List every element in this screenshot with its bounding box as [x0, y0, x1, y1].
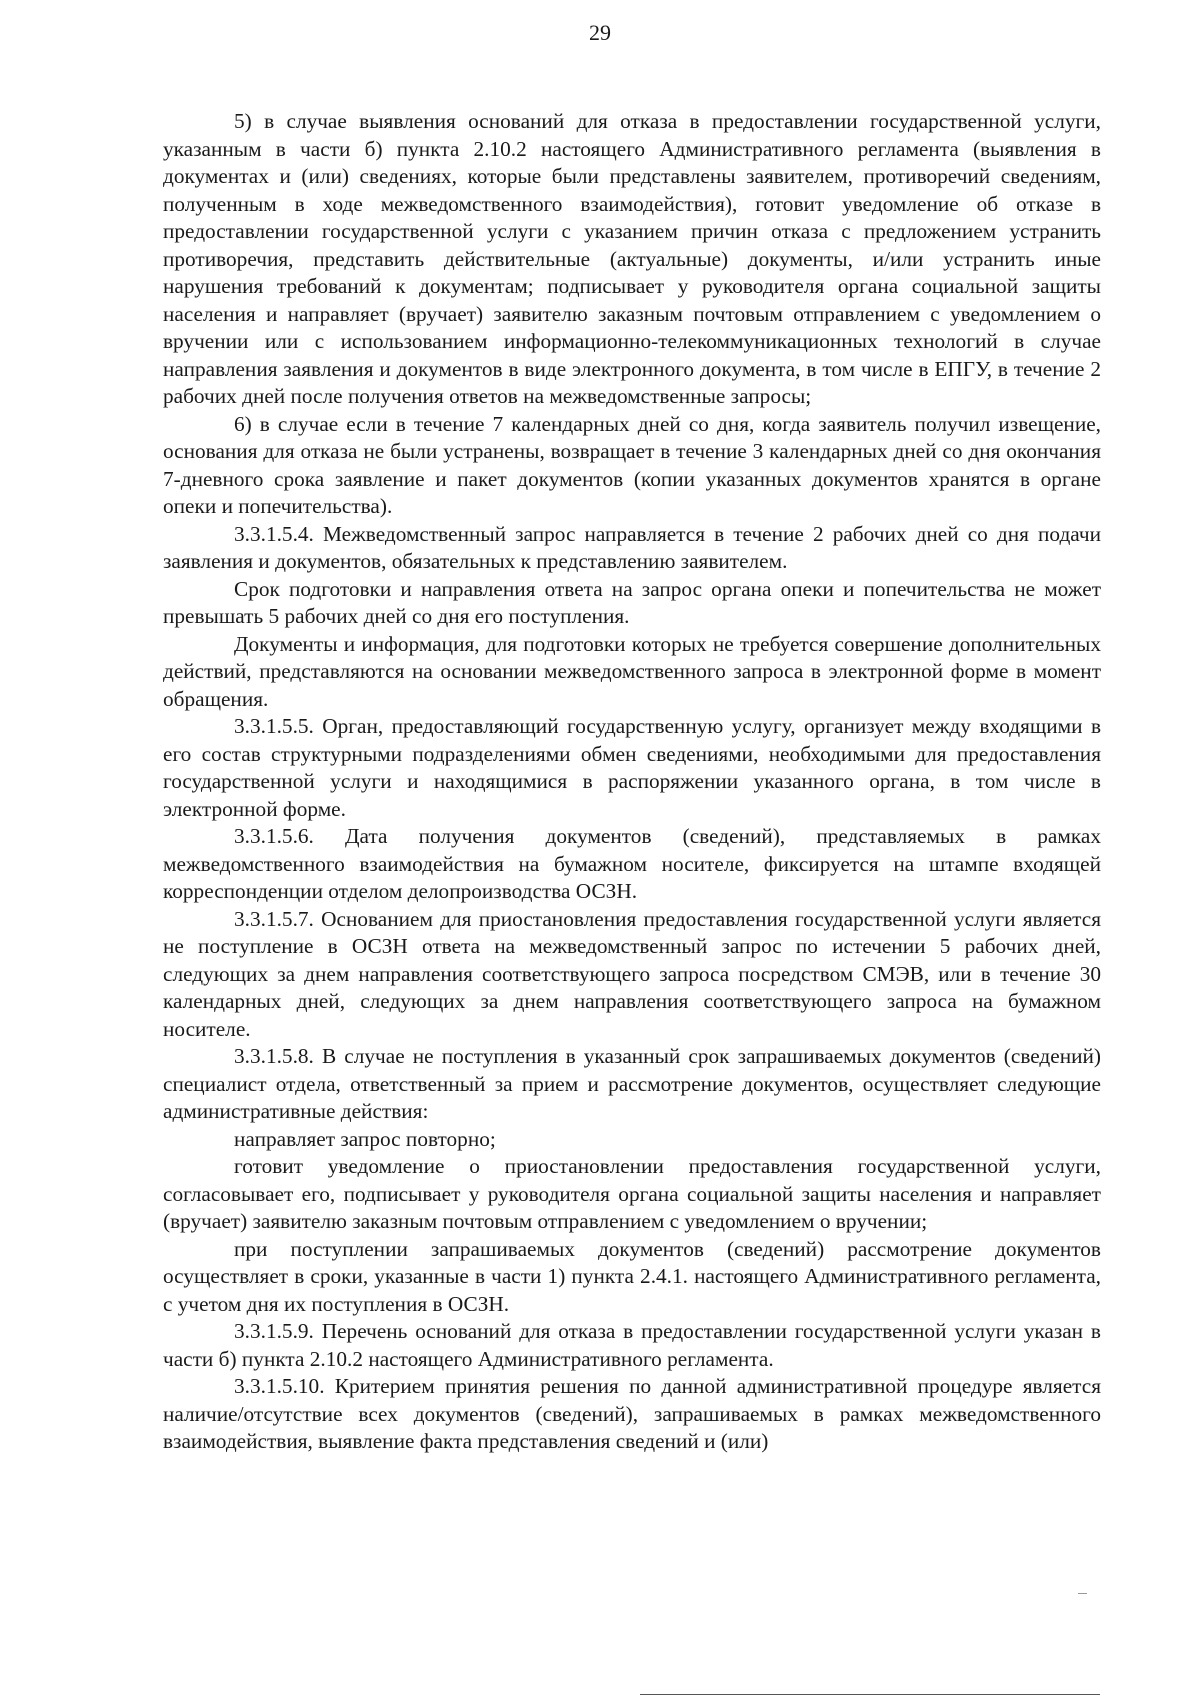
paragraph-3-3-1-5-6: 3.3.1.5.6. Дата получения документов (сведений), представляемых в рамках межведомственного взаимодействия на бумажном носителе, фиксируется на штампе входящей корреспонденции отделом делопроизводства ОСЗН.: [163, 824, 1101, 903]
paragraph-3-3-1-5-4: 3.3.1.5.4. Межведомственный запрос направляется в течение 2 рабочих дней со дня подачи заявления и документов, обязательных к представлению заявителем.: [163, 521, 1101, 573]
paragraph-electronic-response: Документы и информация, для подготовки которых не требуется совершение дополнительных действий, представляются на основании межведомственного запроса в электронной форме в момент обращения.: [163, 631, 1101, 711]
paragraph-return-documents: 6) в случае если в течение 7 календарных дней со дня, когда заявитель получил извещение, основания для отказа не были устранены, возвращает в течение 3 календарных дней со дня окончания 7-дневного срока заявление и пакет документов (копии указанных документов хранятся в органе опеки и попечительства).: [163, 411, 1101, 518]
paragraph-3-3-1-5-8: 3.3.1.5.8. В случае не поступления в указанный срок запрашиваемых документов (сведений) специалист отдела, ответственный за прием и рассмотрение документов, осуществляет следующие административные действия:: [163, 1044, 1101, 1123]
list-item-repeat-request: направляет запрос повторно;: [234, 1126, 496, 1151]
paragraph-3-3-1-5-7: 3.3.1.5.7. Основанием для приостановления предоставления государственной услуги является не поступление в ОСЗН ответа на межведомственный запрос по истечении 5 рабочих дней, следующих за днем направления соответствующего запроса посредством СМЭВ, или в течение 30 календарных дней, следующих за днем направления соответствующего запроса на бумажном носителе.: [163, 906, 1101, 1041]
document-body: [163, 108, 1101, 1456]
paragraph-3-3-1-5-9: 3.3.1.5.9. Перечень оснований для отказа в предоставлении государственной услуги указан в части б) пункта 2.10.2 настоящего Административного регламента.: [163, 1319, 1101, 1371]
paragraph-3-3-1-5-10: 3.3.1.5.10. Критерием принятия решения по данной административной процедуре является наличие/отсутствие всех документов (сведений), запрашиваемых в рамках межведомственного взаимодействия, выявление факта представления сведений и (или): [163, 1374, 1101, 1453]
paragraph-response-deadline: Срок подготовки и направления ответа на запрос органа опеки и попечительства не может превышать 5 рабочих дней со дня его поступления.: [163, 576, 1101, 628]
paragraph-refusal-notice: 5) в случае выявления оснований для отказа в предоставлении государственной услуги, указанным в части б) пункта 2.10.2 настоящего Административного регламента (выявления в документах и (или) сведениях, которые были представлены заявителем, противоречий сведениям, полученным в ходе межведомственного взаимодействия), готовит уведомление об отказе в предоставлении государственной услуги с указанием причин отказа с предложением устранить противоречия, представить действительные (актуальные) документы, и/или устранить иные нарушения требований к документам; подписывает у руководителя органа социальной защиты населения и направляет (вручает) заявителю заказным почтовым отправлением с уведомлением о вручении или с использованием информационно-телекоммуникационных технологий в случае направления заявления и документов в виде электронного документа, в том числе в ЕПГУ, в течение 2 рабочих дней после получения ответов на межведомственные запросы;: [163, 109, 1101, 408]
paragraph-3-3-1-5-5: 3.3.1.5.5. Орган, предоставляющий государственную услугу, организует между входящими в его состав структурными подразделениями обмен сведениями, необходимыми для предоставления государственной услуги и находящимися в распоряжении указанного органа, в том числе в электронной форме.: [163, 714, 1101, 821]
list-item-suspension-notice: готовит уведомление о приостановлении предоставления государственной услуги, согласовывает его, подписывает у руководителя органа социальной защиты населения и направляет (вручает) заявителю заказным почтовым отправлением с уведомлением о вручении;: [163, 1154, 1101, 1233]
bottom-rule: [640, 1694, 1100, 1695]
list-item-review-documents: при поступлении запрашиваемых документов (сведений) рассмотрение документов осуществляет в сроки, указанные в части 1) пункта 2.4.1. настоящего Административного регламента, с учетом дня их поступления в ОСЗН.: [163, 1236, 1101, 1316]
page-number: 29: [589, 20, 611, 45]
scan-mark: [1078, 1593, 1087, 1594]
